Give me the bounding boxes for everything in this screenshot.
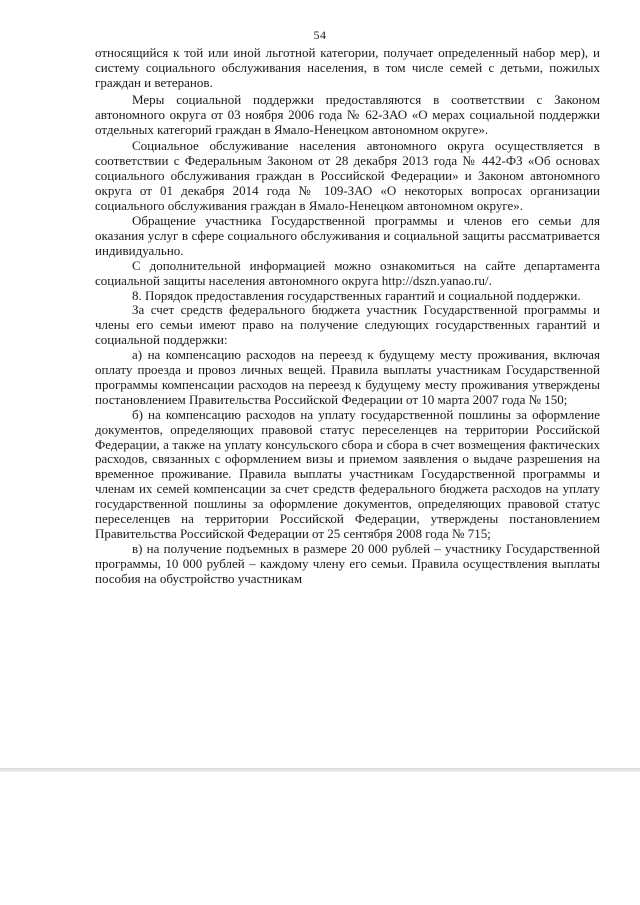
section-heading-guarantees: 8. Порядок предоставления государственных гарантий и социальной поддержки. (132, 287, 581, 303)
page-number: 54 (313, 28, 327, 42)
paragraph-intro-continuation: относящийся к той или иной льготной категории, получает определенный набор мер), и систему социального обслуживания населения, в том числе семей с детьми, пожилых граждан и ветеранов. (95, 45, 600, 90)
document-body (95, 46, 600, 587)
paragraph-social-services: Социальное обслуживание населения автономного округа осуществляется в соответствии с Федеральным Законом от 28 декабря 2013 года № 442-ФЗ «Об основах социального обслуживания граждан в Российской Федерации» и Законом автономного округа от 01 декабря 2014 года № 109-ЗАО «О некоторых вопросах организации социального обслуживания граждан в Ямало-Ненецком автономном округе». (95, 138, 600, 214)
paragraph-additional-info: С дополнительной информацией можно ознакомиться на сайте департамента социальной защиты населения автономного округа http://dszn.yanao.ru/. (95, 257, 600, 288)
paragraph-social-support-measures: Меры социальной поддержки предоставляются в соответствии с Законом автономного округа от 03 ноября 2006 года № 62-ЗАО «О мерах социальной поддержки отдельных категорий граждан в Ямало-Ненецком автономном округе». (95, 91, 600, 137)
list-item-b-state-fee: б) на компенсацию расходов на уплату государственной пошлины за оформление документов, определяющих правовой статус переселенцев на территории Российской Федерации, а также на уплату консульского сбора и сбора в счет возмещения фактических расходов, связанных с оформлением визы и приемом заявления о выдаче разрешения на временное проживание. Правила выплаты участникам Государственной программы и членам их семей компенсации за счет средств федерального бюджета расходов на уплату государственной пошлины за оформление документов, определяющих правовой статус переселенцев на территории Российской Федерации, утверждены постановлением Правительства Российской Федерации от 25 сентября 2008 года № 715; (95, 406, 600, 541)
page-edge-shadow (0, 768, 640, 772)
paragraph-individual-consideration: Обращение участника Государственной программы и членов его семьи для оказания услуг в сфере социального обслуживания и социальной защиты рассматривается индивидуально. (95, 212, 600, 258)
paragraph-federal-budget-rights: За счет средств федерального бюджета участник Государственной программы и члены его семьи имеют право на получение следующих государственных гарантий и социальной поддержки: (95, 302, 600, 348)
list-item-c-lifting-allowance: в) на получение подъемных в размере 20 000 рублей – участнику Государственной программы, 10 000 рублей – каждому члену его семьи. Правила осуществления выплаты пособия на обустройство участникам (95, 540, 600, 586)
list-item-a-relocation: а) на компенсацию расходов на переезд к будущему месту проживания, включая оплату проезда и провоз личных вещей. Правила выплаты участникам Государственной программы компенсации расходов на переезд к будущему месту проживания утверждены постановлением Правительства Российской Федерации от 10 марта 2007 года № 150; (95, 347, 600, 407)
